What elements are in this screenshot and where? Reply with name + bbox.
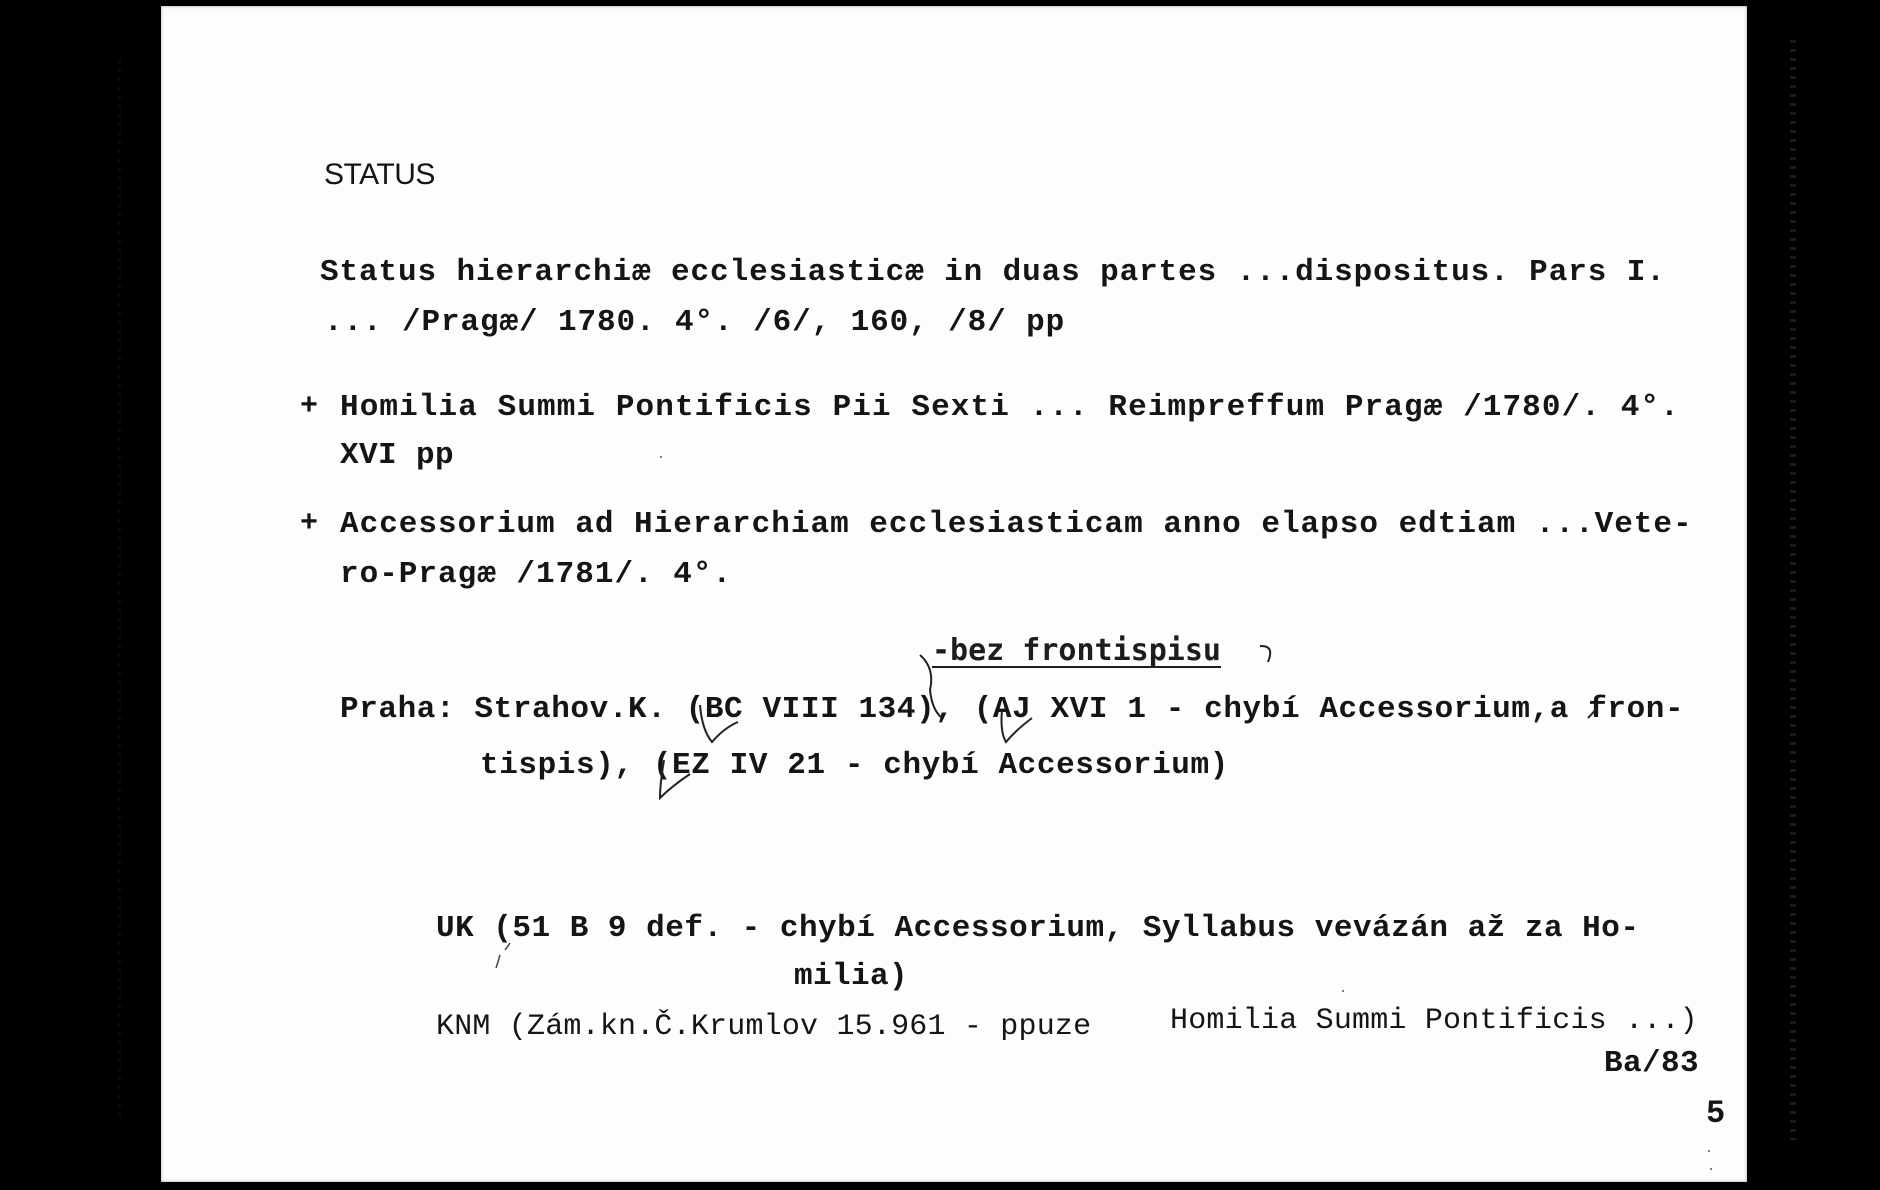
heading: STATUS: [324, 158, 435, 191]
entry2-line-1: Accessorium ad Hierarchiam ecclesiasticam anno elapso edtiam ...Vete-: [340, 507, 1693, 542]
entry1-line-2: XVI pp: [340, 438, 455, 473]
uk-line-1: UK (51 B 9 def. - chybí Accessorium, Syllabus vevázán až za Ho-: [436, 911, 1640, 946]
title-line-2: ... /Pragæ/ 1780. 4°. /6/, 160, /8/ pp: [324, 305, 1066, 340]
handwritten-annotation: -bez frontispisu: [932, 633, 1221, 668]
holdings-line-1: Praha: Strahov.K. (BC VIII 134), (AJ XVI 1 - chybí Accessorium,a fron-: [340, 692, 1685, 727]
entry1-line-1: Homilia Summi Pontificis Pii Sexti ... Reimpreffum Pragæ /1780/. 4°.: [340, 390, 1680, 425]
page-number: 5: [1706, 1095, 1726, 1132]
speck: [1710, 1168, 1712, 1170]
film-edge-left: [118, 60, 121, 1120]
speck: [1708, 1150, 1710, 1152]
title-line-1: Status hierarchiæ ecclesiasticæ in duas partes ...dispositus. Pars I.: [320, 255, 1666, 290]
knm-line-part-b: Homilia Summi Pontificis ...): [1170, 1004, 1698, 1038]
plus-marker-2: +: [300, 507, 319, 541]
plus-marker-1: +: [300, 390, 319, 424]
uk-line-2: milia): [794, 959, 909, 994]
cataloguer-initials: Ba/83: [1604, 1046, 1700, 1081]
speck: [660, 456, 662, 458]
speck: [1342, 990, 1344, 992]
holdings-line-2: tispis), (EZ IV 21 - chybí Accessorium): [480, 748, 1229, 783]
film-edge-right: [1790, 40, 1796, 1140]
knm-line-part-a: KNM (Zám.kn.Č.Krumlov 15.961 - ppuze: [436, 1010, 1092, 1044]
entry2-line-2: ro-Pragæ /1781/. 4°.: [340, 557, 733, 592]
